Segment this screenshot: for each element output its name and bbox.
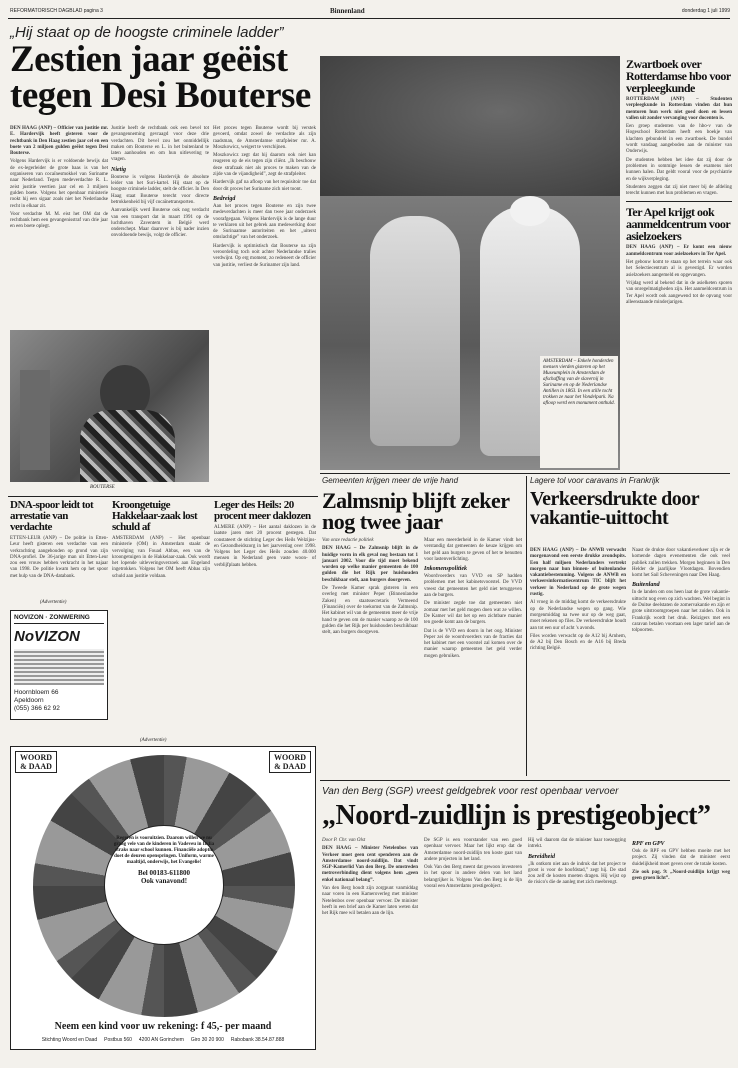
dna-body: ETTEN-LEUR (ANP) – De politie in Etten-Leur heeft gisteren een verdachte van een verkrachting aangehouden op grond van zijn DNA-profiel. De 36-jarige man uit Etten-Leur zou een vrouw hebben verkracht in het najaar van 1998. De politie kwam hem op het spoor met hulp van de DNA-databank. — [10, 536, 108, 579]
vdberg-col1 — [322, 838, 418, 920]
vdberg-headline: „Noord-zuidlijn is prestigeobject” — [322, 800, 711, 831]
main-body-5: Het proces tegen Bouterse wordt bij verstek gevoerd, omdat zowel de verdachte als zijn raadsman, de Amsterdamse strafpleiter mr. A. Moszkowicz, weigert te verschijnen. — [213, 126, 316, 150]
caravan-col1 — [530, 548, 626, 655]
vdberg-see-also: Zie ook pag. 9: „Noord-zuidlijn krijgt weg geen groen licht”. — [632, 869, 730, 882]
photo-caption: AMSTERDAM – Enkele honderden mensen vierden gisteren op het Museumplein in Amsterdam de afschaffing van de slavernij in Suriname en op de Nederlandse Antillen in 1863. In een stille tocht trokken ze naar het Vondelpark. Na afloop werd een monument onthuld. — [540, 356, 618, 468]
main-headline: Zestien jaar geëist tegen Desi Bouterse — [10, 39, 311, 116]
side-body-1a: Een groep studenten van de hbo-v van de Hogeschool Rotterdam heeft een boekje van klachten gebundeld in een zwartboek. De bundel wordt vandaag aangeboden aan de minister van Onderwijs. — [626, 124, 732, 155]
main-body-6: Moszkowicz zegt dat hij daarom ook niet kan reageren op de eis tegen zijn cliënt. „Ik beschouw deze strafzaak niet als proces te maken van de zijde van de vijandigheid”, zegt de strafpleiter. — [213, 153, 316, 178]
leger-article — [214, 500, 316, 571]
zalmsnip-headline: Zalmsnip blijft zeker nog twee jaar — [322, 488, 510, 534]
novizon-city: Apeldoorn — [14, 697, 44, 704]
kroongetuige-article — [112, 500, 210, 582]
woord-daad-center — [104, 825, 224, 945]
kroongetuige-body: AMSTERDAM (ANP) – Het openbaar ministerie (OM) in Amsterdam staakt de vervolging van Fouad Abbas, een van de kroongetuigen in de Hakkelaar-zaak. Ook wordt het lopende uitleveringsverzoek aan Engeland ingetrokken. Volgens het OM heeft Abbas zijn schuld aan justitie voldaan. — [112, 536, 210, 579]
vdberg-subhead-2: RPF en GPV — [632, 841, 665, 847]
side-col — [626, 58, 732, 308]
dna-headline: DNA-spoor leidt tot arrestatie van verdachte — [10, 499, 94, 533]
zalmsnip-body-4: De minister zegde toe dat gemeenten niet zomaar met het geld mogen doen wat ze willen. De Kamer wil dat het op een zichtbare manier ten goede komt aan de burgers. — [424, 601, 522, 626]
main-body-7: Hardervijk gaf na afloop van het requisitoir toe dat door dit proces het Suriname zich niet toont. — [213, 180, 316, 192]
bouterse-photo — [10, 330, 209, 482]
subhead-nietig: Nietig — [111, 166, 126, 173]
zalmsnip-lead: DEN HAAG – De Zalmsnip blijft in de huidige vorm in elk geval nog bestaan tot 1 januari 2002. Voor die tijd moet bekend worden op welke manier gemeenten de 100 gulden die het Rijk per huishouden beschikbaar stelt, aan burgers doorgeven. — [322, 546, 418, 583]
side-body-1c: Studenten zeggen dat zij niet meer bij de afdeling terecht kunnen met hun problemen en vragen. — [626, 184, 732, 197]
bouterse-caption: BOUTERSE — [90, 485, 115, 490]
caravan-body-2: Files worden verwacht op de A12 bij Arnhem, de A2 bij Den Bosch en de A16 bij Breda richting België. — [530, 633, 626, 652]
novizon-address: Hoornbloem 66 — [14, 689, 59, 696]
side-lead-2: DEN HAAG (ANP) – Er komt een nieuw aanmeldcentrum voor asielzoekers in Ter Apel. — [626, 245, 732, 257]
side-headline-1: Zwartboek over Rotterdamse hbo voor verpleegkunde — [626, 57, 731, 95]
side-headline-2: Ter Apel krijgt ook aanmeldcentrum voor asielzoekers — [626, 205, 730, 244]
vdberg-body-4: Hij wil daarom dat de minister haar toezegging intrekt. — [528, 838, 626, 850]
header-left: REFORMATORISCH DAGBLAD pagina 3 — [10, 8, 103, 14]
main-body-bedreigd: Aan het proces tegen Bouterse en zijn twee medeverdachten is meer dan twee jaar onderzoek voorafgegaan. Volgens Hardervijk is de lange duur te verklaren uit het gebrek aan medewerking door de Surinaamse autoriteiten en het „uiterst omslachtige” van het onderzoek. — [213, 203, 316, 241]
caravan-subhead: Buitenland — [632, 582, 660, 589]
zalmsnip-body-1: De Tweede Kamer sprak gisteren in een overleg met minister Peper (Binnenlandse Zaken) en staatssecretaris Vermeend (Financiën) over de toekomst van de Zalmsnip. Het kabinet wil van de gemeenten meer de vrije hand te geven om de manier waarop ze de 100 gulden die het Rijk per huishouden beschikbaar stelt, aan burgers doorgeven. — [322, 586, 418, 636]
vdberg-body-2: De SGP is een voorstander van een goed openbaar vervoer. Maar het lijkt erop dat de Amsterdamse noord-zuidlijn ten koste gaat van andere projecten in het land. — [424, 838, 522, 862]
woord-daad-logo-right: WOORD & DAAD — [269, 751, 311, 773]
main-col3 — [213, 126, 316, 271]
novizon-logo: NoVIZON — [14, 628, 80, 645]
main-body-3: Justitie heeft de rechtbank ook een bevel tot gevangenneming gevraagd voor deze drie verdachten. Dit bevel zou het onmiddellijk maken om Bouterse en L. in het buitenland te laten aanhouden en om hun uitlevering te vragen. — [111, 126, 209, 163]
section-title: Binnenland — [330, 7, 365, 15]
caravan-body-1: Al vroeg in de middag komt de verkeersdrukte op de Nederlandse wegen op gang. Wie morgenmiddag na twee uur op de weg gaat, moet rekenen op files. De verkeersdrukte houdt aan tot een uur of acht 's avonds. — [530, 600, 626, 631]
main-body-8: Hardervijk is optimistisch dat Bouterse na zijn veroordeling toch ooit achter Nederlandse tralies verdwijnt. Op erg moment, zo redeneert de officier van justitie, verliest de Surinamer zijn land. — [213, 243, 316, 268]
zalmsnip-col1 — [322, 538, 418, 638]
caravan-col2 — [632, 548, 730, 637]
main-body-2: Voor verdachte M. M. eist het OM dat de rechtbank hem een gevangenisstraf van drie jaar en een boete oplegt. — [10, 211, 108, 230]
main-body-1: Volgens Hardervijk is er voldoende bewijs dat de ex-legerleider de grote baas is van het organiseren van cocaïnesmokkel van Suriname naar Nederland. Tegen medeverdachte R. L. zeist justitie veertien jaar cel en 3 miljoen gulden boete. Volgens het openbaar ministerie rookt hij een sigaar zoals niet het Nederlandse recht in elkaar zit. — [10, 159, 108, 209]
vdberg-kicker: Van den Berg (SGP) vreest geldgebrek voor rest openbaar vervoer — [322, 786, 619, 797]
caravan-body-3: Naast de drukte door vakantieverkeer zijn er de komende dagen evenementen die ook veel publiek zullen trekken. Morgen beginnen in Den Helder de jaarlijkse Vlootdagen. Bovendien komt het Sail Scheveningen naar Den Haag. — [632, 548, 730, 579]
side-lead-1: ROTTERDAM (ANP) – Studenten verpleegkunde in Rotterdam vinden dat hun mentoren hun werk niet goed doen en lessen vallen uit zonder vervanging voor docenten is. — [626, 97, 732, 121]
ad-label-1: (Advertentie) — [40, 600, 67, 605]
main-body-4: Aanvankelijk werd Bouterse ook nog verdacht van een transport dat in maart 1991 op de luchthaven Zaventem in België werd onderschept. Maar daarover is bij nader inzien onvoldoende bewijs, volgt de officier. — [111, 208, 209, 239]
main-lead: DEN HAAG (ANP) – Officier van justitie mr. E. Hardervijk heeft gisteren voor de rechtbank in Den Haag zestien jaar cel en een boete van 2 miljoen gulden geëist tegen Desi Bouterse. — [10, 126, 108, 157]
vdberg-body-1: Van den Berg houdt zijn zorgpunt vanmiddag naar voren in een Kameroverleg met minister Netelenbos over openbaar vervoer. De minister heeft in een brief aan de Kamer laten weten dat het Rijk mee wil betalen aan de lijn. — [322, 886, 418, 917]
zalmsnip-body-3: Woordvoerders van VVD en SP hadden problemen met het kabinetsvoorstel. De VVD vreest dat gemeenten het geld niet teruggeven aan de burgers. — [424, 574, 522, 599]
caravan-body-4: In de landen om ons heen laat de grote vakantie-uittocht nog even op zich wachten. Wel begint in de Duitse deelstaten de zomervakantie en zijn er grote uitstroomgroepen naar het zuiden. Ook in Frankrijk wordt het druk. Reizigers met een caravan betalen voortaan een lager tarief aan de tolpoorten. — [632, 590, 730, 634]
page-header — [10, 8, 730, 18]
novizon-title: NOVIZON · ZONWERING — [14, 614, 104, 624]
zalmsnip-subhead: Inkomenspolitiek — [424, 566, 468, 573]
main-col1 — [10, 126, 108, 233]
awning-icon — [14, 649, 104, 685]
side-body-2a: Het gebouw komt te staan op het terrein waar ook het Selectiecentrum al is gevestigd. Er worden asielzoekers aangemeld en opgevangen. — [626, 260, 732, 278]
caravan-kicker: Lagere tol voor caravans in Frankrijk — [530, 476, 660, 485]
zalmsnip-body-2: Maar een meerderheid in de Kamer vindt het verstandig dat gemeenten de keuze krijgen om het geld aan burgers te geven of het te benutten voor lastenverlichting. — [424, 538, 522, 562]
vdberg-col3 — [528, 838, 626, 889]
woord-daad-slogan: Neem een kind voor uw rekening: f 45,- per maand — [54, 1021, 272, 1032]
vdberg-body-3: Ook Van den Berg meent dat gewoon investeren in het spoor in andere delen van het land belangrijker is. Volgens Van den Berg is de lijn vooral een Amsterdams prestigeobject. — [424, 865, 522, 890]
subhead-bedreigd: Bedreigd — [213, 195, 236, 202]
woord-daad-phone: Bel 00183-611800 — [138, 869, 190, 877]
dna-article — [10, 500, 108, 582]
woord-daad-footer: Stichting Woord en Daad Postbus 560 4200 AN Gorinchem Giro 30 20 900 Rabobank 38.54.87.888 — [41, 1037, 285, 1043]
vdberg-col2 — [424, 838, 522, 892]
zalmsnip-col2 — [424, 538, 522, 662]
main-body-nietig: Bouterse is volgens Hardervijk de absolute leider van het Suri-kartel. Hij staat op de hoogste criminele ladder, stelt de officier. In Den Haag staat Bouterse terecht voor directe betrokkenheid bij vijf cocaïnetransporten. — [111, 174, 209, 205]
woord-daad-text: Regeren is vooruitzien. Daarom willen we nu graag vele van de kinderen in Vadeveu in India straks naar school kunnen. Financiële adoptie doet de deuren openspringen. Uniform, warme maaltijd, onderwijs, het Evangelie! — [113, 836, 215, 865]
vdberg-byline: Door P. Chr. van Olst — [322, 838, 366, 843]
woord-daad-tagline: Ook vanavond! — [140, 877, 188, 885]
woord-daad-ad — [10, 746, 316, 1050]
kroongetuige-headline: Kroongetuige Hakkelaar-zaak lost schuld af — [112, 499, 198, 533]
vdberg-body-6: Ook de RPF en GPV hebben moeite met het project. Zij vinden dat de minister eerst duidelijkheid moet geven over de totale kosten. — [632, 849, 730, 867]
vdberg-body-5: „Ik ontkom niet aan de indruk dat het project te groot is voor de hoofdstad,” zegt hij. De stad zou zelf de kosten moeten dragen. Hij wijst op de risico's die de aanleg met zich meebrengt. — [528, 861, 626, 886]
side-body-1b: De studenten hebben het idee dat zij door de problemen in sommige lessen de examens niet kunnen halen. Dat geldt vooral voor de psychiatrie en de wijkverpleging. — [626, 157, 732, 182]
zalmsnip-kicker: Gemeenten krijgen meer de vrije hand — [322, 476, 459, 485]
leger-body: ALMERE (ANP) – Het aantal daklozen in de laatste jaren met 20 procent gestegen. Dat constateert de stichting Leger des Heils Welzijns- en Gezondheidszorg in het jaarverslag over 1998. Volgens het Leger des Heils zouden 40.000 mensen in Nederland geen vaste woon- of verblijfplaats hebben. — [214, 525, 316, 568]
main-col2 — [111, 126, 209, 242]
vdberg-col4 — [632, 838, 730, 884]
side-body-2b: Vrijdag werd al bekend dat in de asielketen sporen van onregelmatigheden zijn. Het aanmeldcentrum in Ter Apel wordt ook aangewend tot de opvang voor alleenstaande minderjarigen. — [626, 280, 732, 305]
woord-daad-logo-left: WOORD & DAAD — [15, 751, 57, 773]
novizon-phone: (055) 366 62 92 — [14, 705, 60, 712]
vdberg-subhead: Bereidheid — [528, 853, 555, 860]
novizon-ad — [10, 610, 108, 720]
header-date: donderdag 1 juli 1999 — [681, 8, 730, 14]
zalmsnip-byline: Van onze redactie politiek — [322, 538, 374, 543]
caravan-headline: Verkeersdrukte door vakantie-uittocht — [530, 488, 699, 529]
vdberg-lead: DEN HAAG – Minister Netelenbos van Verkeer moet geen cent spenderen aan de Amsterdamse noord-zuidlijn. Dat vindt SGP-Kamerlid Van den Berg. De omstreden metroverbinding dient volgens hem „geen enkel nationaal belang”. — [322, 846, 418, 883]
zalmsnip-body-5: Dat is de VVD een doorn in het oog. Minister Peper zei de woordvoerders van de fracties dat het kabinet met een voorstel zal komen over de manier waarop gemeenten het geld verder mogen gebruiken. — [424, 628, 522, 659]
ad-label-2: (Advertentie) — [140, 738, 167, 743]
main-kicker: „Hij staat op de hoogste criminele ladder” — [10, 24, 284, 41]
leger-headline: Leger des Heils: 20 procent meer daklozen — [214, 499, 311, 522]
caravan-lead: DEN HAAG (ANP) – De ANWB verwacht morgenavond een eerste drukke avondspits. Een half miljoen Nederlanders vertrekt morgen naar hun binnen- of buitenlandse vakantiebestemming. Volgens de ANWB en verkeersinformatiecentrum TIC blijft het verkeer in Nederland op de grote wegen rustig. — [530, 548, 626, 598]
